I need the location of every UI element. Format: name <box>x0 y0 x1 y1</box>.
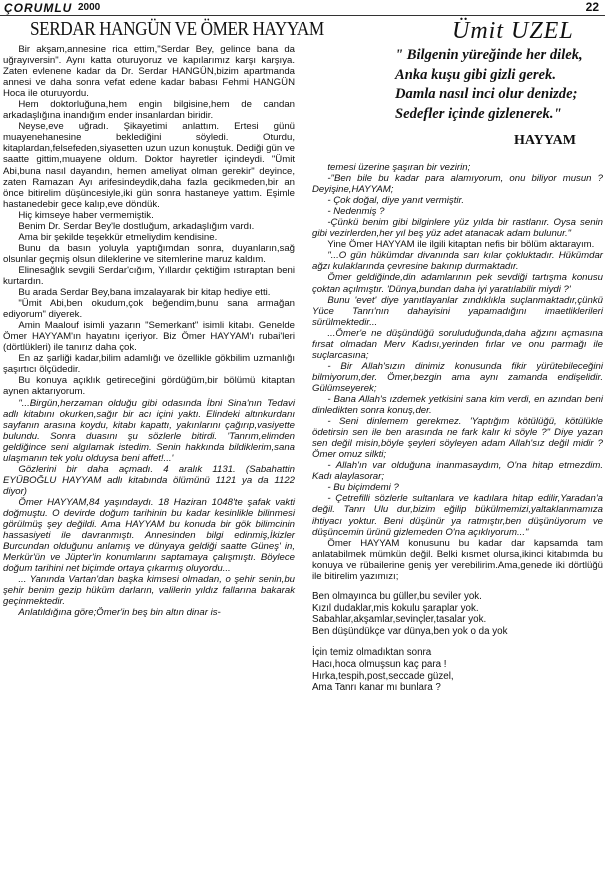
quoted-paragraph: - Bana Allah's ızdemek yetkisini sana kim verdi, en azından beni dinledikten sonra konuş,der. <box>312 393 603 417</box>
quoted-paragraph: temesi üzerine şaşıran bir vezirin; <box>327 162 471 173</box>
quoted-paragraph: -"Ben bile bu kadar para alamıyorum, onu biliyor musun ? Deyişine,HAYYAM; <box>312 173 603 196</box>
stanza-line: Hırka,tespih,post,seccade güzel, <box>312 670 454 682</box>
quoted-paragraph: - Bu biçimdemi ? <box>327 482 399 494</box>
quoted-paragraph: ... Yanında Vartan'dan başka kimsesi olmadan, o şehir senin,bu şehir benim gezip hüküm darların, valilerin yıldız fallarına bakarak geçinmektedir. <box>3 574 295 608</box>
poem-stanza <box>312 647 603 694</box>
paragraph: "Ümit Abi,ben okudum,çok beğendim,bunu sana armağan ediyorum" diyerek. <box>3 298 295 321</box>
epigraph-poem <box>395 46 603 124</box>
paragraph: En az şarliği kadar,bilim adamlığı ve özellikle gökbilim uzmanlığı şaşırtıcı ölçüdedir. <box>3 353 295 376</box>
stanza-line: Ben olmayınca bu güller,bu seviler yok. <box>312 590 482 602</box>
quoted-paragraph: - Allah'ın var olduğuna inanmasaydım, O'na hitap etmezdim. Kadı alaylasorar; <box>312 460 603 483</box>
page-number: 22 <box>585 0 599 14</box>
stanza-line: Kızıl dudaklar,mis kokulu şaraplar yok. <box>312 602 479 614</box>
quoted-paragraph: -Çünkü benim gibi bilginlere yüz yılda bir rastlanır. Oysa senin gibi vezirlerden,her yıl beş yüz adet atanacak adam bulunur." <box>312 217 603 240</box>
quoted-paragraph: Anlatıldığına göre;Ömer'in beş bin altın dinar is- <box>18 607 221 619</box>
quoted-paragraph: ...Ömer'e ne düşündüğü soruluduğunda,daha ağzını açmasına fırsat olmadan Merv Kadısı,yerinden fırlar ve onu parmağı ile suçlarcasına; <box>312 327 603 361</box>
poem-line: Sedefler içinde gizlenerek." <box>395 105 562 122</box>
poem-line: Anka kuşu gibi gizli gerek. <box>395 66 556 83</box>
stanza-line: Ama Tanrı kanar mı bunlara ? <box>312 682 441 694</box>
header-rule <box>0 15 605 16</box>
stanza-line: İçin temiz olmadıktan sonra <box>312 646 432 658</box>
quoted-paragraph: Ömer HAYYAM,84 yaşındaydı. 18 Haziran 1048'te şafak vakti doğmuştu. O devirde doğum tarihinin bu kadar kesinlikle bilinmesi görülmüş şey değildi. Ama HAYYAM bu konuda bir gök bilimcinin hassasiyeti ile davranmıştı. Annesinden bilgi edinmiş,İkizler Burcundan olduğunu anlamış ve dünyaya geldiği saatte Güneş' in, Merkür'ün ve Jüpter'in konumlarını saptamaya çalışmıştı. Böylece doğum tarihini net biçimde ortaya çıkarmış oluyordu... <box>3 496 295 575</box>
paragraph: Amin Maalouf isimli yazarın "Semerkant" isimli kitabı. Genelde Ömer HAYYAM'ın hayatını içeriyor. Biz Ömer HAYYAM'ı rubai'leri (dörtlükleri) ile tanırız daha çok. <box>3 320 295 354</box>
paragraph: Bunu da basın yoluyla yaptığımdan sonra, duyanların,sağ olsunlar geçmiş olsun dileklerine ve sitemlerine maruz kaldım. <box>3 242 295 265</box>
left-text-column <box>3 44 295 618</box>
paragraph: Ama bir şekilde teşekkür etmeliydim kendisine. <box>18 231 218 243</box>
paragraph: Bu arada Serdar Bey,bana imzalayarak bir kitap hediye etti. <box>18 287 271 299</box>
paragraph: Neyse,eve uğradı. Şikayetimi anlattım. Ertesi günü muayenehanesine beklediğini söyledi. Oturdu, kitaplardan,felsefeden,siyasetten uzun uzun konuştuk. Dediği gün ve saatte gittim,muayene oldum. Doktor hayretler içindeydi. "Ümit Abi,buna nasıl dayandın, hemen ameliyat olman gerekir" deyince, zaten Ramazan Ayı arifesindeydik,daha fazla gecikmeden,bir an önce bitirelim düşüncesiyle,iki gün sonra hastaneye yattım. Eşimle hastanedebir gece kalıp,eve döndük. <box>3 121 295 210</box>
quoted-paragraph: Bunu 'evet' diye yanıtlayanlar zındıklıkla suçlanmaktadır,çünkü Yüce Tanrı'nın dahayisini yapamadığını imaetliklerileri sürülmektedir... <box>312 294 603 328</box>
poem-attribution: HAYYAM <box>514 133 576 148</box>
poem-line: " Bilgenin yüreğinde her dilek, <box>395 47 583 63</box>
paragraph: Benim Dr. Serdar Bey'le dostluğum, arkadaşlığım vardı. <box>18 220 255 232</box>
quoted-paragraph: - Çetrefilli sözlerle sultanlara ve kadılara hitap edilir,Yaradan'a değil. Tanrı Ulu dur,bizim eğilip bükülmemizi,yaltaklanmamıza ihtiyacı yoktur. Beni düşünür ya ratmıştır,ben düşünüyorum ve düşüncemin ürünü gizlemeden O'na açıklıyorum..." <box>312 493 603 538</box>
paragraph: Elinesağlık sevgili Serdar'cığım, Yıllardır çektiğim ıstıraptan beni kurtardın. <box>3 264 295 287</box>
quoted-paragraph: Gözlerini bir daha açmadı. 4 aralık 1131. (Sabahattin EYÜBOĞLU HAYYAM adlı kitabında ölümünü 1121 ya da 1122 diyor) <box>3 463 295 497</box>
quoted-paragraph: - Çok doğal, diye yanıt vermiştir. <box>327 195 465 207</box>
quoted-paragraph: "...Birgün,herzaman olduğu gibi odasında İbni Sina'nın Tedavi adlı kitabını okurken,sağır bir acı içini yaktı. Elindeki altınkurdanı sayfanın arasına koydu, kitabı kapattı, yakınlarını çağırıp,vasiyette bulundu. Sonra duasını şu sözlerle bitirdi. 'Tanrım,elimden geldiğince seni algılamak istedim. Senin hakkında bildiklerim,sana ulaşmanın tek yolu olduysa beni affet!...' <box>3 397 295 464</box>
stanza-line: Sabahlar,akşamlar,sevinçler,tasalar yok. <box>312 614 487 626</box>
quoted-paragraph: - Bir Allah'sızın dinimiz konusunda fikir yürütebileceğini bilmiyorum,der. Ömer,bezgin ama aynı zamanda endişelidir. Gülümseyerek; <box>312 360 603 394</box>
paragraph: Ömer HAYYAM konusunu bu kadar dar kapsamda tam anlatabilmek mümkün değil. Belki kısmet olursa,ikinci kitabımda bu konuya ve rübailerine geniş yer verebilirim.Ama,genede iki dörtlüğü ile bitirelim yazımızı; <box>312 537 603 582</box>
paragraph: Bu konuya açıklık getireceğini gördüğüm,bir bölümü kitaptan aynen aktarıyorum. <box>3 375 295 398</box>
quoted-paragraph: - Seni dinlemem gerekmez. 'Yaptığım kötülüğü, kötülükle ödetirsin sen ile ben arasında ne fark kalır ki söyle ?" Diye yazan sen değil misin,böyle şeyleri söyleyen adam Allah'sız değil midir ? Ömer omuz silkti; <box>312 416 603 461</box>
paragraph: Hiç kimseye haber vermemiştik. <box>18 209 154 221</box>
article-title: SERDAR HANGÜN VE ÖMER HAYYAM <box>30 18 324 40</box>
quoted-paragraph: Ömer geldiğinde,din adamlarının pek sevdiği tartışma konusu çoktan açılmıştır. 'Dünya,bundan daha iyi yaratılabilir miydi ?' <box>312 272 603 295</box>
paragraph: Hem doktorluğuna,hem engin bilgisine,hem de candan arkadaşlığına inandığım ender insanlardan biridir. <box>3 99 295 122</box>
masthead: ÇORUMLU <box>4 1 73 15</box>
paragraph: Bir akşam,annesine rica ettim,"Serdar Bey, gelince bana da uğrayıversin". Aynı katta oturuyoruz ve kapılarımız karşı karşıya. Zaten evlenene kadar da Dr. Serdar HANGÜN,bizim apartmanda annesi ve daha sonra vefat edene kadar babası Fehmi HANGÜN Hoca ile oturuyordu. <box>3 44 295 100</box>
paragraph: Yine Ömer HAYYAM ile ilgili kitaptan nefis bir bölüm aktarayım. <box>327 239 595 251</box>
poem-line: Damla nasıl inci olur denizde; <box>395 86 578 102</box>
author-name: Ümit UZEL <box>452 18 574 44</box>
issue-year: 2000 <box>78 2 101 13</box>
right-text-column <box>312 162 603 694</box>
page-header <box>0 0 605 16</box>
stanza-line: Ben düşündükçe var dünya,ben yok o da yok <box>312 626 508 638</box>
poem-stanza <box>312 591 603 638</box>
quoted-paragraph: "...O gün hükümdar divanında sarı kılar çokluktadır. Hükümdar ağzı kulaklarında çevresine bakınıp durmaktadır. <box>312 250 603 273</box>
stanza-line: Hacı,hoca olmuşsun kaç para ! <box>312 658 447 670</box>
quoted-paragraph: - Nedenmiş ? <box>327 206 385 218</box>
